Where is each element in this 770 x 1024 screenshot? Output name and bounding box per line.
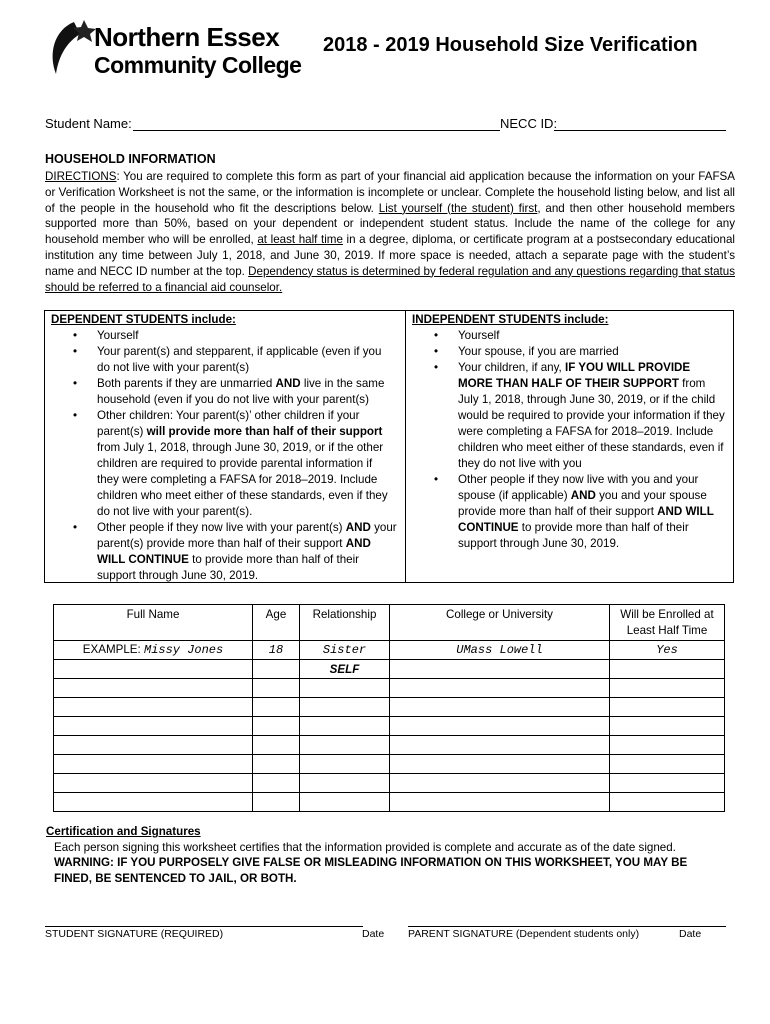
student-name-label: Student Name: <box>45 116 132 131</box>
table-row <box>54 660 725 679</box>
table-header-row <box>54 605 725 641</box>
independent-students-column <box>412 311 728 552</box>
header-enrolled: Will be Enrolled at Least Half Time <box>610 605 725 641</box>
example-row <box>54 641 725 660</box>
page-title: 2018 - 2019 Household Size Verification <box>323 34 698 56</box>
directions-text: DIRECTIONS: You are required to complete this form as part of your financial aid application because the information on your FAFSA or Verification Worksheet is not the same, or the information is incomplete or unclear. Complete the household listing below, and list all of the people in the household who fit the descriptions below. List yourself (the student) first, and then other household members supported more than 50%, based on your dependent or independent student status. Include the name of the college for any household member who will be enrolled, at least half time in a degree, diploma, or certificate program at a postsecondary educational institution any time between July 1, 2018, and June 30, 2019. If more space is needed, attach a separate page with the student’s name and NECC ID number at the top. Dependency status is determined by federal regulation and any questions regarding that status should be referred to a financial aid counselor. <box>45 170 736 294</box>
student-signature-label: STUDENT SIGNATURE (REQUIRED) <box>45 928 224 940</box>
self-relationship-cell: SELF <box>300 660 390 679</box>
student-name-field[interactable] <box>133 130 500 131</box>
enrolled-cell[interactable] <box>610 660 725 679</box>
list-item: • Your parent(s) and stepparent, if applicable (even if you do not live with your parent(s) <box>51 344 397 376</box>
list-item: • Other people if they now live with you and your spouse (if applicable) AND you and your spouse provide more than half of their support AND WILL CONTINUE to provide more than half of their support through June 30, 2019. <box>412 472 728 552</box>
list-item: • Other children: Your parent(s)’ other children if your parent(s) will provide more than half of their support from July 1, 2018, through June 30, 2019, or if the other children are required to provide parental information if they were completing a FAFSA for 2018–2019. Include children who meet either of these standards, even if they do not live with your parent(s). <box>51 408 397 520</box>
certification-text: Each person signing this worksheet certifies that the information provided is complete and accurate as of the date signed. <box>54 841 676 854</box>
table-row <box>54 717 725 736</box>
dependent-heading: DEPENDENT STUDENTS include: <box>51 313 236 326</box>
header-full-name: Full Name <box>54 605 253 641</box>
independent-heading: INDEPENDENT STUDENTS include: <box>412 313 609 326</box>
student-signature-line[interactable] <box>45 926 363 927</box>
table-row <box>54 698 725 717</box>
header-college: College or University <box>390 605 610 641</box>
example-college-cell: UMass Lowell <box>390 641 610 660</box>
example-age-cell: 18 <box>253 641 300 660</box>
table-row <box>54 755 725 774</box>
example-enrolled-cell: Yes <box>610 641 725 660</box>
parent-signature-line[interactable] <box>408 926 726 927</box>
dependent-students-column <box>51 311 397 584</box>
table-row <box>54 774 725 793</box>
household-listing-table <box>53 604 725 812</box>
list-item: • Your children, if any, IF YOU WILL PROVIDE MORE THAN HALF OF THEIR SUPPORT from July 1, 2018, through June 30, 2019, or if the child would be required to provide your information if they were completing a FAFSA for 2018–2019. Include children who meet either of these standards, even if they do not live with you <box>412 360 728 472</box>
list-item: • Yourself <box>51 328 397 344</box>
certification-heading: Certification and Signatures <box>46 825 201 838</box>
student-date-label: Date <box>362 928 385 940</box>
student-status-table <box>44 310 734 583</box>
header-age: Age <box>253 605 300 641</box>
warning-text: WARNING: IF YOU PURPOSELY GIVE FALSE OR MISLEADING INFORMATION ON THIS WORKSHEET, YOU MAY BE FINED, BE SENTENCED TO JAIL, OR BOTH. <box>54 856 688 885</box>
example-relationship-cell: Sister <box>300 641 390 660</box>
table-row <box>54 793 725 812</box>
household-info-heading: HOUSEHOLD INFORMATION <box>45 152 216 166</box>
list-item: • Your spouse, if you are married <box>412 344 728 360</box>
college-cell[interactable] <box>390 660 610 679</box>
list-item: • Both parents if they are unmarried AND live in the same household (even if you do not live with your parent(s) <box>51 376 397 408</box>
logo-text-line2: Community College <box>94 52 302 78</box>
example-name-cell: EXAMPLE: Missy Jones <box>54 641 253 660</box>
necc-id-field[interactable] <box>554 130 726 131</box>
header-relationship: Relationship <box>300 605 390 641</box>
parent-date-label: Date <box>679 928 702 940</box>
necc-id-label: NECC ID: <box>500 116 558 131</box>
list-item: • Other people if they now live with your parent(s) AND your parent(s) provide more than half of their support AND WILL CONTINUE to provide more than half of their support through June 30, 2019. <box>51 520 397 584</box>
table-row <box>54 679 725 698</box>
logo-text-line1: Northern Essex <box>94 22 280 52</box>
age-cell[interactable] <box>253 660 300 679</box>
name-cell[interactable] <box>54 660 253 679</box>
parent-signature-label: PARENT SIGNATURE (Dependent students only) <box>408 928 640 940</box>
table-row <box>54 736 725 755</box>
list-item: • Yourself <box>412 328 728 344</box>
